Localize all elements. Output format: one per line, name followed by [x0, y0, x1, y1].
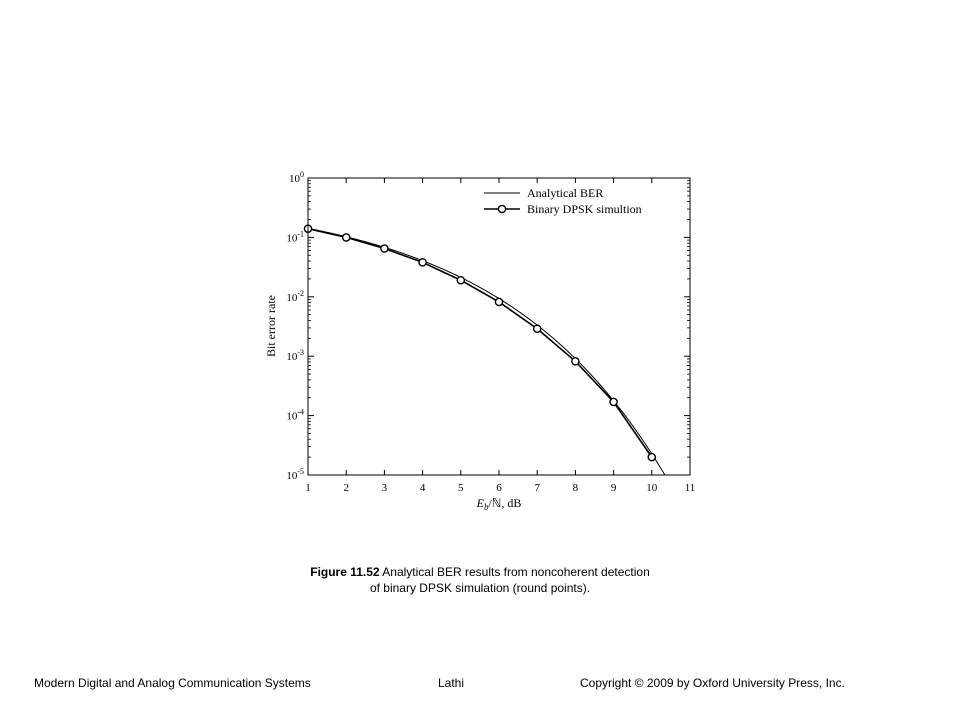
footer-copyright: Copyright © 2009 by Oxford University Press, Inc. — [580, 676, 845, 690]
dpsk-data-point — [648, 454, 655, 461]
x-tick-label: 10 — [646, 482, 658, 494]
legend-label-dpsk: Binary DPSK simultion — [527, 202, 642, 216]
x-tick-label: 9 — [610, 482, 617, 494]
y-axis-ticks — [286, 170, 690, 482]
series-analytical-line — [308, 228, 665, 475]
x-tick-label: 8 — [572, 482, 579, 494]
dpsk-data-point — [534, 325, 541, 332]
x-axis-label-sub: b — [483, 502, 489, 512]
y-tick-label: $10^{-5}$ — [286, 467, 304, 482]
dpsk-data-point — [495, 298, 502, 305]
caption-line2: of binary DPSK simulation (round points). — [369, 581, 591, 595]
dpsk-data-point — [381, 245, 388, 252]
series-layer — [304, 225, 664, 475]
dpsk-data-point — [419, 259, 426, 266]
x-axis-label — [476, 496, 522, 512]
y-tick-label: $10^{-1}$ — [286, 229, 304, 245]
figure-caption — [230, 564, 730, 596]
minor-ticks — [308, 181, 690, 457]
caption-figure-label: Figure 11.52 — [310, 565, 380, 579]
x-tick-label: 4 — [419, 482, 426, 494]
legend-label-analytical: Analytical BER — [527, 186, 604, 200]
x-tick-label: 2 — [343, 482, 349, 494]
footer-book-title: Modern Digital and Analog Communication Systems — [34, 676, 311, 690]
legend-marker-dpsk — [498, 205, 505, 212]
x-axis-label-e: E — [476, 496, 484, 510]
y-tick-label: $10^{-3}$ — [286, 348, 304, 364]
series-dpsk-line — [308, 229, 652, 457]
x-axis-ticks — [305, 178, 695, 494]
x-tick-label: 11 — [684, 482, 696, 494]
footer-author: Lathi — [438, 676, 465, 690]
caption-line1: Analytical BER results from noncoherent detection — [382, 565, 650, 579]
dpsk-data-point — [610, 398, 617, 405]
x-axis-label-rest: /ℕ, dB — [488, 496, 522, 510]
dpsk-data-point — [343, 234, 350, 241]
legend — [484, 186, 642, 216]
x-tick-label: 6 — [496, 482, 502, 494]
x-tick-label: 1 — [305, 482, 311, 494]
y-tick-label: $10^0$ — [289, 170, 304, 185]
x-tick-label: 3 — [381, 482, 388, 494]
y-tick-label: $10^{-4}$ — [286, 407, 304, 423]
y-tick-label: $10^{-2}$ — [286, 288, 304, 304]
dpsk-data-point — [572, 358, 579, 365]
x-tick-label: 5 — [458, 482, 464, 494]
x-tick-label: 7 — [534, 482, 540, 494]
y-axis-label: Bit error rate — [264, 295, 278, 357]
dpsk-data-point — [457, 277, 464, 284]
